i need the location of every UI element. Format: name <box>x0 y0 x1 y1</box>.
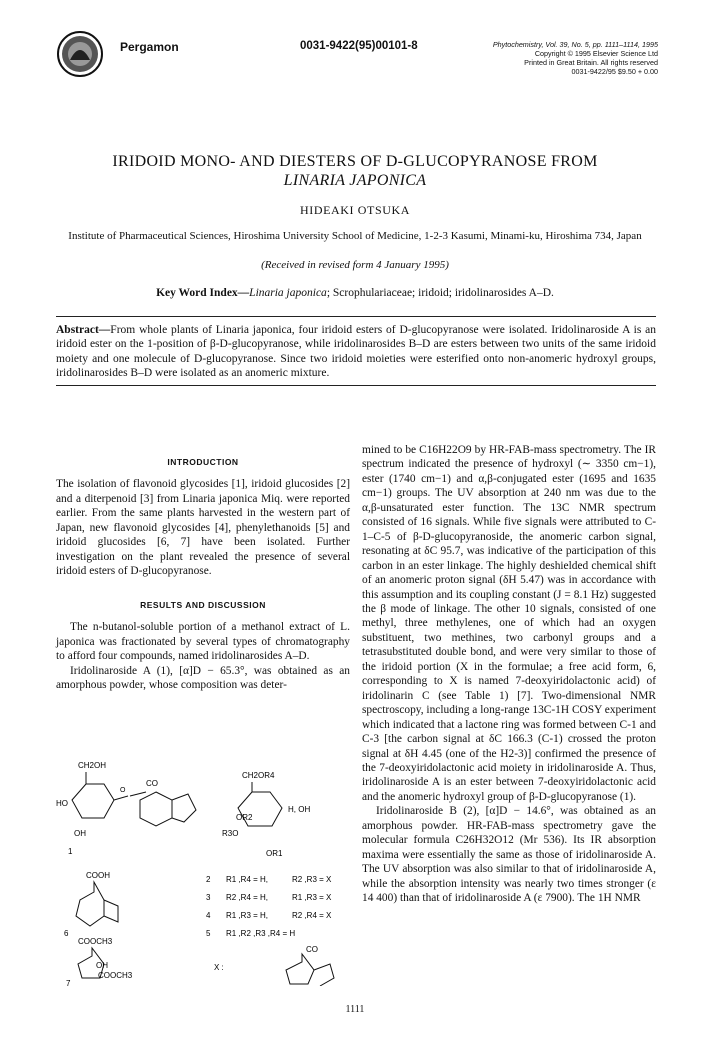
label-co-x: CO <box>306 945 318 954</box>
structure-general <box>222 771 310 858</box>
intro-heading: INTRODUCTION <box>167 457 239 467</box>
chemical-structures <box>56 756 356 986</box>
keywords <box>40 287 670 299</box>
abstract-label: Abstract— <box>56 324 111 336</box>
results-section <box>56 598 350 693</box>
label-x: X : <box>214 963 224 972</box>
results-paragraph-2: Iridolinaroside A (1), [α]D − 65.3°, was obtained as an amorphous powder, whose composition was deter- <box>56 664 350 692</box>
table-row <box>206 875 332 884</box>
row-right: R2 ,R4 = X <box>292 911 332 920</box>
results-paragraph-1: The n-butanol-soluble portion of a methanol extract of L. japonica was fractionated by several types of chromatography to afford four compounds, named iridolinarosides A–D. <box>56 621 350 663</box>
label-or1: OR1 <box>266 849 283 858</box>
right-paragraph-2: Iridolinaroside B (2), [α]D − 14.6°, was obtained as an amorphous powder. HR-FAB-mass spectrometry gave the molecular formula C26H32O12 (Mr 536). Its IR absorption maxima were essentially the same as those of iridolinaroside A. The UV absorption was also similar to that of iridolinaroside A, while the absorption intensity was nearly two times stronger (ε 14 400) than that of iridolinaroside A (ε 7900). The 1H NMR <box>362 805 656 905</box>
label-h-oh: H, OH <box>288 805 311 814</box>
structure-6 <box>64 871 118 938</box>
label-cooch3-top: COOCH3 <box>78 937 113 946</box>
label-co-1: CO <box>146 779 158 788</box>
title-line-2: LINARIA JAPONICA <box>283 172 427 189</box>
received-date: (Received in revised form 4 January 1995) <box>261 259 449 271</box>
publisher-logo <box>56 30 104 78</box>
row-left: R1 ,R4 = H, <box>226 875 269 884</box>
paper-title <box>40 152 670 190</box>
right-paragraph-1: mined to be C16H22O9 by HR-FAB-mass spectrometry. The IR spectrum indicated the presence of hydroxyl (∼ 3350 cm−1), ester (1740 cm−1) and α,β-conjugated ester (1695 and 1635 cm−1) groups. The UV absorption at 240 nm was due to the α,β-unsaturated ester function. The 13C NMR spectrum consisted of 16 signals. While five signals were attributed to C-1–C-5 of β-D-glucopyranoside, the anomeric carbon signal, resonating at δC 95.7, was indicative of the participation of this carbon in an ester linkage. The highly deshielded chemical shift of an anomeric proton signal (δH 5.47) was in accordance with this assumption and its coupling constant (J = 8.1 Hz) suggested the β mode of linkage. The other 10 signals, consisted of one methyl, three methylenes, one of which had an oxygen substituent, two methines, two carbonyl groups and a tetrasubstituted double bond, and were very similar to those of the iridoid portion (X in the formulae; a free acid form, 6, corresponding to X is named 7-deoxyiridolactonic acid) of iridolinarin C (see Table 1) [7]. Two-dimensional NMR spectroscopy, including a long-range 13C-1H COSY experiment which indicated that a lactone ring was formed between C-1 and C-3 [the carbon signal at δC 166.3 (C-1) crossed the proton signal at δH 4.45 (one of the H2-3)] confirmed the presence of the 7-deoxyiridolactonic acid moiety in iridolinaroside A. Thus, iridolinaroside A is an ester between 7-deoxyiridolactonic acid and the anomeric hydroxyl group of β-D-glucopyranose (1). <box>362 444 656 803</box>
price-line: 0031-9422/95 $9.50 + 0.00 <box>571 67 658 76</box>
results-heading: RESULTS AND DISCUSSION <box>140 600 266 610</box>
label-ho-1: HO <box>56 799 68 808</box>
compound-1-number: 1 <box>68 847 73 856</box>
row-left: R1 ,R2 ,R3 ,R4 = H <box>226 929 296 938</box>
copyright-line: Copyright © 1995 Elsevier Science Ltd <box>534 49 658 58</box>
row-left: R1 ,R3 = H, <box>226 911 269 920</box>
label-oh-7: OH <box>96 961 108 970</box>
doi: 0031-9422(95)00101-8 <box>300 40 418 52</box>
keywords-species: Linaria japonica <box>249 287 327 299</box>
label-ch2or4: CH2OR4 <box>242 771 275 780</box>
structure-7 <box>66 937 133 986</box>
intro-section <box>56 455 350 579</box>
publisher-name: Pergamon <box>120 40 179 54</box>
substituent-table <box>206 875 332 938</box>
svg-text:O: O <box>120 787 126 794</box>
row-right: R2 ,R3 = X <box>292 875 332 884</box>
keywords-label: Key Word Index— <box>156 287 250 299</box>
compound-7-number: 7 <box>66 979 71 986</box>
abstract-bottom-rule <box>56 385 656 386</box>
printed-line: Printed in Great Britain. All rights reserved <box>524 58 658 67</box>
page-number: 1111 <box>345 1004 365 1015</box>
label-cooch3-bottom: COOCH3 <box>98 971 133 980</box>
abstract-top-rule <box>56 316 656 317</box>
table-row <box>206 893 332 902</box>
label-oh-1: OH <box>74 829 86 838</box>
structure-x <box>214 945 334 986</box>
intro-paragraph: The isolation of flavonoid glycosides [1], iridoid glucosides [2] and a diterpenoid [3] from Linaria japonica Miq. were reported earlier. From the same plants harvested in the western part of Japan, new flavonoid glycosides [4], phenylethanoids [5] and iridoid glucosides [6, 7] have been isolated. Further investigation on the plant revealed the presence of several iridoid esters of D-glucopyranose. <box>56 478 350 578</box>
structure-1 <box>56 761 196 856</box>
table-row <box>206 929 295 938</box>
abstract-text: From whole plants of Linaria japonica, four iridoid esters of D-glucopyranose were isolated. Iridolinaroside A is an iridoid ester on the 1-position of β-D-glucopyranose, while iridolinarosides B–D are esters between two units of the same iridoid moiety and one molecule of D-glucopyranose. Since two iridoid moieties were esterified onto non-anomeric hydroxyl groups, iridolinarosides B–D were isolated as an anomeric mixture. <box>56 324 656 380</box>
journal-info <box>440 40 658 76</box>
row-left: R2 ,R4 = H, <box>226 893 269 902</box>
abstract <box>56 323 656 381</box>
row-num: 5 <box>206 929 211 938</box>
label-ch2oh: CH2OH <box>78 761 107 770</box>
label-r3o: R3O <box>222 829 239 838</box>
title-line-1: IRIDOID MONO- AND DIESTERS OF D-GLUCOPYRANOSE FROM <box>112 153 598 170</box>
row-right: R1 ,R3 = X <box>292 893 332 902</box>
row-num: 4 <box>206 911 211 920</box>
right-column <box>362 443 656 906</box>
keywords-rest: ; Scrophulariaceae; iridoid; iridolinarosides A–D. <box>326 287 554 299</box>
affiliation: Institute of Pharmaceutical Sciences, Hiroshima University School of Medicine, 1-2-3 Kasumi, Minami-ku, Hiroshima 734, Japan <box>68 230 642 242</box>
table-row <box>206 911 332 920</box>
row-num: 2 <box>206 875 211 884</box>
journal-line: Phytochemistry, Vol. 39, No. 5, pp. 1111–1114, 1995 <box>492 40 658 49</box>
author: HIDEAKI OTSUKA <box>299 203 411 217</box>
label-or2: OR2 <box>236 813 253 822</box>
row-num: 3 <box>206 893 211 902</box>
label-cooh: COOH <box>86 871 110 880</box>
compound-6-number: 6 <box>64 929 69 938</box>
